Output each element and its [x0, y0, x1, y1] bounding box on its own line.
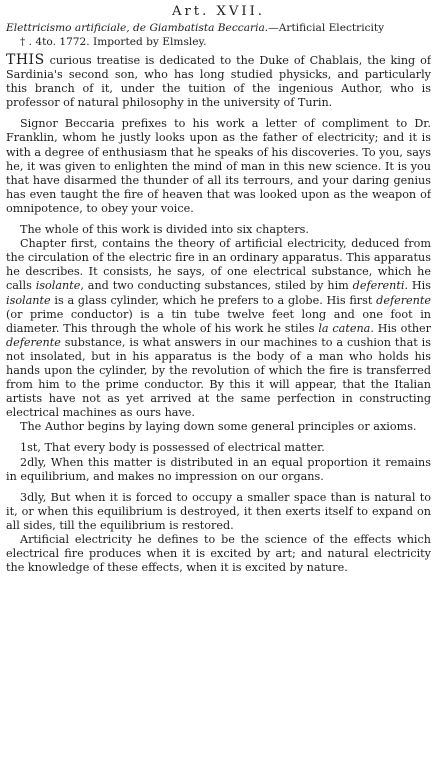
- paragraph-7: 2dly, When this matter is distributed in an equal proportion it remains in equilibrium, and makes no impression on our organs.: [6, 455, 431, 483]
- term-la-catena: la catena: [318, 321, 371, 335]
- paragraph-1-text: curious treatise is dedicated to the Duke of Chablais, the king of Sardinia's second son, who has long studied physicks, and particularly this branch of it, under the tuition of the ingenious Author, who is professor of natural philosophy in the university of Turin.: [6, 54, 431, 110]
- paragraph-2: Signor Beccaria prefixes to his work a letter of compliment to Dr. Franklin, whom he justly looks upon as the father of electricity; and it is with a degree of enthusiasm that he speaks of his discoveries. To you, says he, it was given to enlighten the mind of man in this new science. It is you that have disarmed the thunder of all its terrours, and your daring genius has even taught the fire of heaven that was looked upon as the weapon of omnipotence, to obey your voice.: [6, 117, 431, 215]
- term-deferenti: deferenti: [352, 279, 405, 293]
- paragraph-1: [6, 53, 431, 110]
- article-body: [6, 53, 431, 575]
- citation-rest: —Artificial Electricity: [268, 22, 385, 34]
- article-citation: [6, 21, 431, 49]
- p4-seg-12: substance, is what answers in our machines to a cushion that is not insolated, but in his apparatus is the body of a man who holds his hands upon the cylinder, by the revolution of which the fire is transferred from him to the prime conductor. By this it will appear, that the Italian artists have not as yet arrived at the same perfection in constructing electrical machines as ours have.: [6, 335, 431, 420]
- term-isolante-2: isolante: [6, 293, 51, 307]
- opening-word: THIS: [6, 52, 45, 68]
- paragraph-5: The Author begins by laying down some general principles or axioms.: [20, 420, 417, 434]
- document-page: [6, 4, 431, 764]
- citation-title: Elettricismo artificiale, de Giambatista Beccaria.: [6, 22, 269, 34]
- p4-seg-0: Chapter first, contains the theory of artificial electricity, deduced from the circulation of the electric fire in an ordinary apparatus. This apparatus he describes. It consists, he says, of one electrical substance, which he calls: [6, 237, 431, 293]
- p4-seg-10: . His other: [370, 321, 431, 335]
- paragraph-6: 1st, That every body is possessed of electrical matter.: [20, 441, 325, 455]
- term-isolante: isolante: [35, 279, 81, 293]
- p4-seg-4: . His: [404, 279, 431, 293]
- term-deferente-2: deferente: [6, 335, 61, 349]
- p4-seg-2: , and two conducting substances, stiled by him: [80, 279, 353, 293]
- p4-seg-8: (or prime conductor) is a tin tube twelve feet long and one foot in diameter. This through the whole of his work he stiles: [6, 307, 431, 335]
- paragraph-4: [6, 237, 431, 420]
- paragraph-3: The whole of this work is divided into six chapters.: [20, 223, 309, 237]
- article-number: Art. XVII.: [171, 4, 266, 19]
- paragraph-8: 3dly, But when it is forced to occupy a smaller space than is natural to it, or when this equilibrium is destroyed, it then exerts itself to expand on all sides, till the equilibrium is restored.: [6, 490, 431, 532]
- citation-line-2: † . 4to. 1772. Imported by Elmsley.: [20, 36, 207, 48]
- term-deferente: deferente: [376, 293, 431, 307]
- paragraph-9: Artificial electricity he defines to be the science of the effects which electrical fire produces when it is excited by art; and natural electricity the knowledge of these effects, when it is excited by nature.: [6, 533, 431, 575]
- p4-seg-6: is a glass cylinder, which he prefers to a globe. His first: [50, 293, 377, 307]
